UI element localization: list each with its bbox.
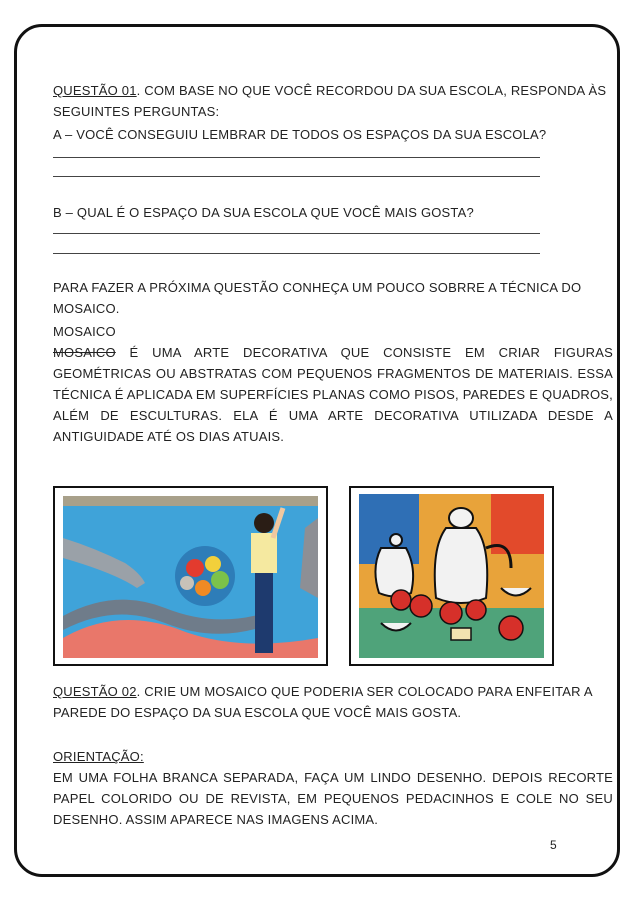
orientation-heading [53, 746, 613, 767]
answer-line [53, 157, 540, 158]
answer-line [53, 176, 540, 177]
answer-line [53, 253, 540, 254]
page-number: 5 [550, 838, 557, 852]
teapot-mosaic-illustration [351, 488, 552, 664]
question-2-label: QUESTÃO 02 [53, 684, 137, 699]
question-1-label: QUESTÃO 01 [53, 83, 137, 98]
question-1b: B – QUAL É O ESPAÇO DA SUA ESCOLA QUE VOCÊ MAIS GOSTA? [53, 205, 474, 220]
orientation-text: EM UMA FOLHA BRANCA SEPARADA, FAÇA UM LINDO DESENHO. DEPOIS RECORTE PAPEL COLORIDO OU DE REVISTA, EM PEQUENOS PEDACINHOS E COLE NO SEU DESENHO. ASSIM APARECE NAS IMAGENS ACIMA. [53, 770, 613, 827]
wall-mosaic-photo [53, 486, 328, 666]
question-1a: A – VOCÊ CONSEGUIU LEMBRAR DE TODOS OS ESPAÇOS DA SUA ESCOLA? [53, 127, 547, 142]
mosaic-intro: PARA FAZER A PRÓXIMA QUESTÃO CONHEÇA UM POUCO SOBRRE A TÉCNICA DO MOSAICO. [53, 280, 582, 316]
answer-line [53, 233, 540, 234]
question-2-text: . CRIE UM MOSAICO QUE PODERIA SER COLOCADO PARA ENFEITAR A PAREDE DO ESPAÇO DA SUA ESCOLA QUE VOCÊ MAIS GOSTA. [53, 684, 593, 720]
mosaic-body: É UMA ARTE DECORATIVA QUE CONSISTE EM CRIAR FIGURAS GEOMÉTRICAS OU ABSTRATAS COM PEQUENOS FRAGMENTOS DE MATERIAIS. ESSA TÉCNICA É APLICADA EM SUPERFÍCIES PLANAS COMO PISOS, PAREDES E QUADROS, ALÉM DE ESCULTURAS. ELA É UMA ARTE DECORATIVA UTILIZADA DESDE A ANTIGUIDADE ATÉ OS DIAS ATUAIS. [53, 345, 613, 444]
question-1-intro [53, 80, 613, 122]
teapot-mosaic-photo [349, 486, 554, 666]
struck-word: MOSAICO [53, 345, 116, 360]
mosaic-description [53, 342, 613, 447]
question-1-text: . COM BASE NO QUE VOCÊ RECORDOU DA SUA ESCOLA, RESPONDA ÀS SEGUINTES PERGUNTAS: [53, 83, 607, 119]
question-2 [53, 681, 613, 723]
orientation-label: ORIENTAÇÃO: [53, 749, 144, 764]
wall-mosaic-illustration [55, 488, 326, 664]
mosaic-heading: MOSAICO [53, 324, 116, 339]
